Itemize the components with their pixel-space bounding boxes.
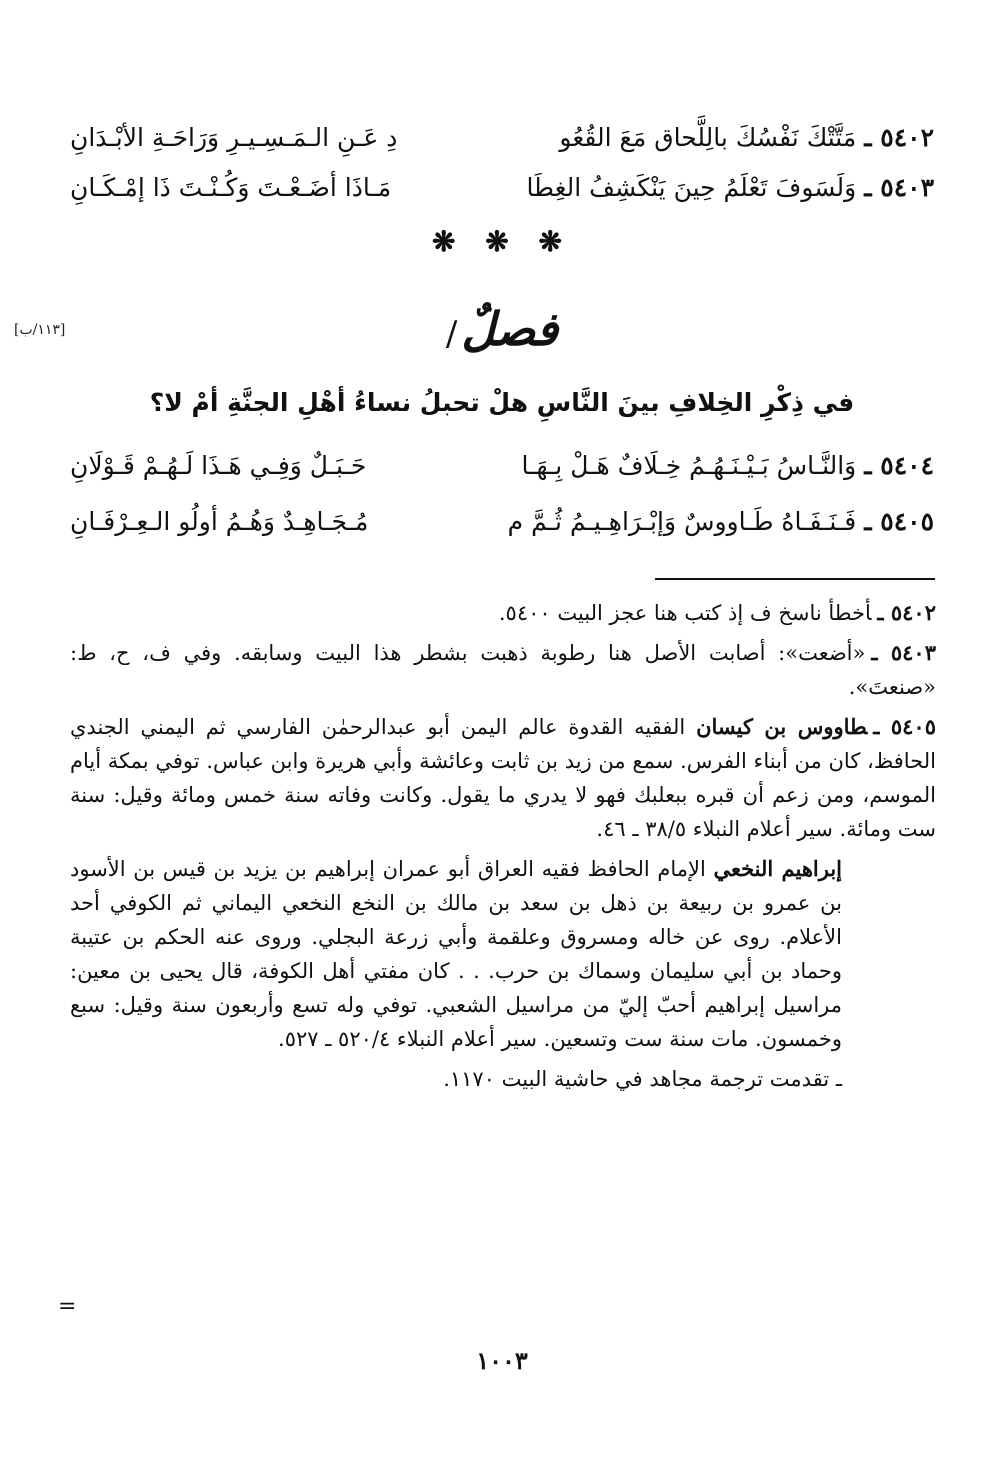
- verse-first-hemistich: فَـنَـفَـاهُ طَـاووسٌ وَإبْـرَاهِـيـمُ ثُـمَّ م: [507, 506, 857, 536]
- verse-first-hemistich: مَتَّتْكَ نَفْسُكَ بالِلَّحاق مَعَ القُعُو: [559, 122, 857, 152]
- verse-number: ٥٤٠٣ ـ: [864, 172, 934, 202]
- section-title-text: فصلٌ: [461, 302, 559, 356]
- continuation-mark: =: [58, 1294, 77, 1319]
- section-separator: ❋ ❋ ❋: [432, 225, 572, 258]
- footnote-5403: [70, 636, 936, 704]
- footnote-text: ـ تقدمت ترجمة مجاهد في حاشية البيت ١١٧٠.: [443, 1067, 842, 1091]
- footnote-5402: [70, 596, 936, 630]
- footnote-text: الفقيه القدوة عالم اليمن أبو عبدالرحمٰن الفارسي ثم اليمني الجندي الحافظ، كان من أبناء الفرس. سمع من زيد بن ثابت وعائشة وأبي هريرة وابن عباس. توفي بمكة أيام الموسم، ومن زعم أن قبره ببعلبك فهو لا يدري ما يقول. وكانت وفاته سنة خمس ومائة وقيل: سنة ست ومائة. سير أعلام النبلاء ٣٨/٥ ـ ٤٦.: [70, 715, 936, 841]
- verse-5405: [70, 496, 934, 546]
- footnote-5405-tawus: [70, 710, 936, 846]
- section-title: [0, 302, 1004, 356]
- footnote-text: «أضعت»: أصابت الأصل هنا رطوبة ذهبت بشطر هذا البيت وسابقه. وفي ف، ح، ط: «صنعتَ».: [70, 641, 936, 699]
- verse-first-hemistich: وَلَسَوفَ تَعْلَمُ حِينَ يَنْكَشِفُ الغِطَا: [526, 172, 857, 202]
- footnote-text: الإمام الحافظ فقيه العراق أبو عمران إبراهيم بن يزيد بن قيس بن الأسود بن عمرو بن ربيعة بن ذهل بن سعد بن مالك بن النخع النخعي اليماني ثم الكوفي أحد الأعلام. روى عن خاله ومسروق وعلقمة وأبي زرعة البجلي. وروى عنه الحكم بن عتيبة وحماد بن أبي سليمان وسماك بن حرب. . . كان مفتي أهل الكوفة، قال يحيى بن معين: مراسيل إبراهيم أحبّ إليّ من مراسيل الشعبي. توفي وله تسع وأربعون سنة وقيل: سبع وخمسون. مات سنة ست وتسعين. سير أعلام النبلاء ٥٢٠/٤ ـ ٥٢٧.: [70, 857, 842, 1051]
- footnote-5405-mujahid: [70, 1062, 936, 1096]
- verse-5403: [70, 162, 934, 212]
- section-heading: في ذِكْرِ الخِلافِ بينَ النَّاسِ هلْ تحبلُ نساءُ أهْلِ الجنَّةِ أمْ لا؟: [149, 388, 855, 417]
- footnote-divider: [655, 578, 935, 580]
- footnote-number: ٥٤٠٥ ـ: [873, 714, 936, 739]
- verse-second-hemistich: حَـبَـلٌ وَفِـي هَـذَا لَـهُـمْ قَـوْلَانِ: [70, 450, 367, 480]
- footnotes: [70, 596, 936, 1102]
- verse-5402: [70, 112, 934, 162]
- verse-number: ٥٤٠٤ ـ: [864, 450, 934, 480]
- folio-slash: /: [445, 314, 458, 354]
- verse-number: ٥٤٠٥ ـ: [864, 506, 934, 536]
- footnote-number: ٥٤٠٣ ـ: [871, 640, 936, 665]
- footnote-text: أخطأ ناسخ ف إذ كتب هنا عجز البيت ٥٤٠٠.: [498, 601, 872, 625]
- verse-second-hemistich: مَـاذَا أضَـعْـتَ وَكُـنْـتَ ذَا إمْـكَـانِ: [70, 172, 392, 202]
- footnote-number: ٥٤٠٢ ـ: [877, 600, 936, 625]
- folio-reference: [١١٣/ب]: [14, 322, 66, 338]
- verse-first-hemistich: وَالنَّـاسُ بَـيْـنَـهُـمُ خِـلَافٌ هَـلْ بِـهَـا: [521, 450, 857, 480]
- verse-number: ٥٤٠٢ ـ: [864, 122, 934, 152]
- verse-second-hemistich: مُـجَـاهِـدٌ وَهُـمُ أولُو الـعِـرْفَـانِ: [70, 506, 369, 536]
- verse-5404: [70, 440, 934, 490]
- page-number: ١٠٠٣: [476, 1346, 528, 1375]
- footnote-5405-ibrahim: [70, 852, 936, 1056]
- biography-name: طاووس بن كيسان: [696, 714, 868, 739]
- verse-second-hemistich: دِ عَـنِ الـمَـسِـيـرِ وَرَاحَـةِ الأبْـدَانِ: [70, 122, 398, 152]
- biography-name: إبراهيم النخعي: [713, 856, 842, 881]
